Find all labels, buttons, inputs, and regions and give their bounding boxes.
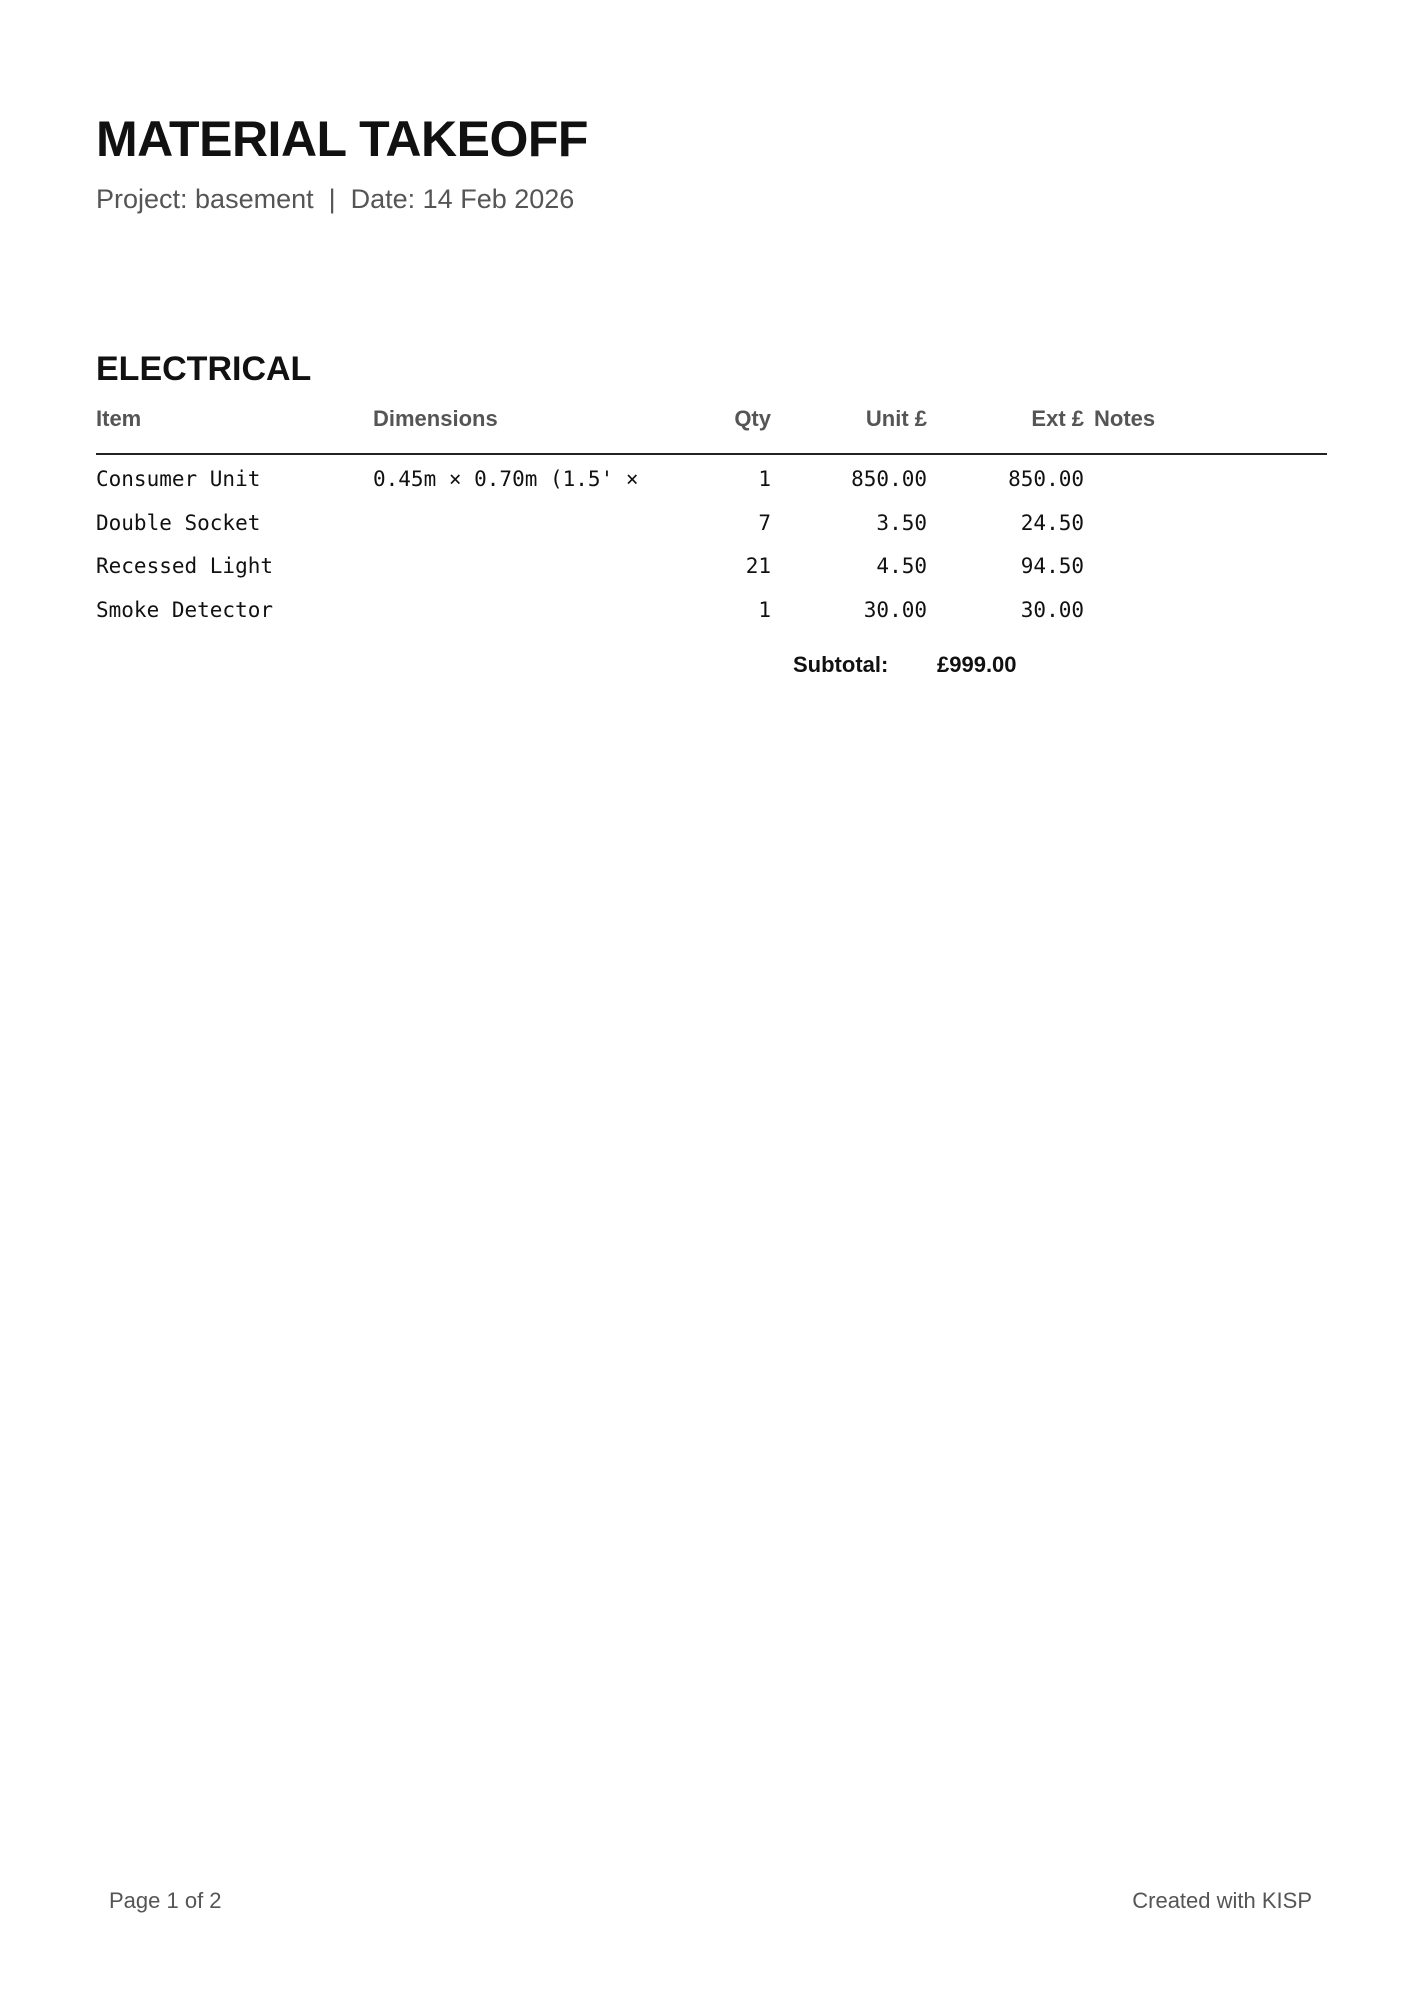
col-header-qty: Qty [734, 406, 771, 431]
col-header-ext: Ext £ [1031, 406, 1084, 431]
cell-ext: 30.00 [1020, 597, 1084, 622]
section-title: ELECTRICAL [96, 350, 312, 388]
cell-ext: 94.50 [1020, 554, 1084, 578]
cell-unit: 4.50 [876, 554, 927, 578]
cell-item: Consumer Unit [96, 467, 261, 491]
cell-ext: 850.00 [1008, 467, 1084, 491]
col-header-unit: Unit £ [865, 406, 927, 431]
col-header-item: Item [96, 406, 142, 431]
cell-ext: 24.50 [1020, 510, 1084, 535]
cell-qty: 1 [758, 467, 771, 491]
cell-item: Smoke Detector [96, 597, 274, 622]
col-header-notes: Notes [1094, 406, 1156, 431]
document-title: MATERIAL TAKEOFF [96, 111, 588, 167]
cell-item: Recessed Light [96, 554, 274, 578]
cell-dimensions: 0.45m × 0.70m (1.5' × [373, 467, 639, 491]
subtotal-value: £999.00 [937, 652, 1017, 677]
document-subtitle: Project: basement | Date: 14 Feb 2026 [96, 184, 575, 214]
cell-unit: 30.00 [863, 597, 927, 622]
cell-qty: 1 [758, 597, 771, 622]
footer-credit: Created with KISP [1132, 1888, 1312, 1913]
header-divider [96, 453, 1327, 455]
page-number: Page 1 of 2 [109, 1888, 222, 1913]
cell-unit: 850.00 [851, 467, 927, 491]
col-header-dimensions: Dimensions [373, 406, 498, 431]
subtotal-label: Subtotal: [793, 652, 889, 677]
cell-unit: 3.50 [876, 510, 927, 535]
cell-qty: 21 [745, 554, 771, 578]
cell-qty: 7 [758, 510, 771, 535]
cell-item: Double Socket [96, 510, 261, 535]
